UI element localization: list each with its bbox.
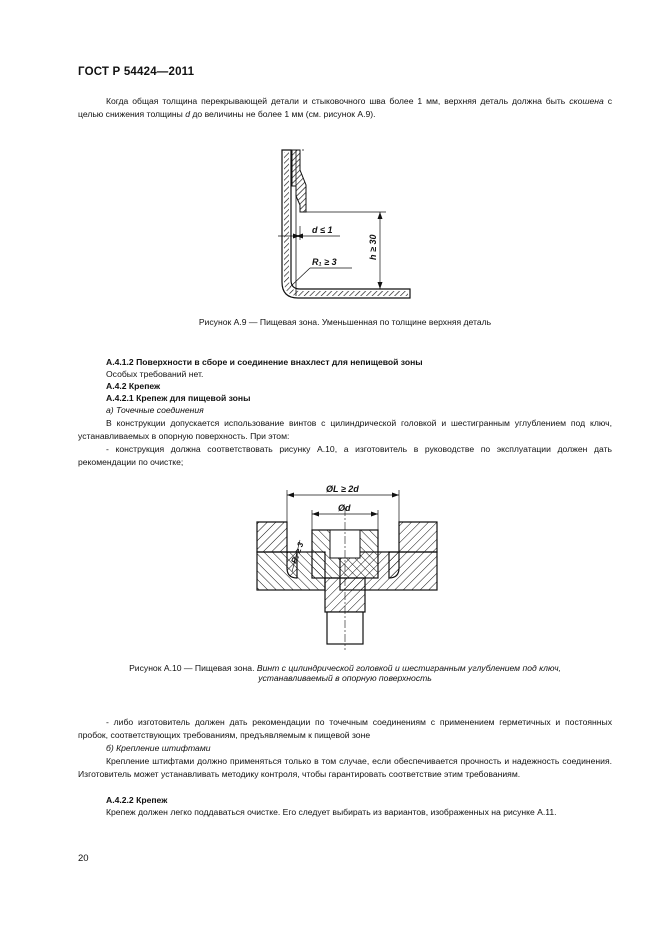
page-number: 20 (78, 853, 89, 864)
no-requirements-text: Особых требований нет. (106, 369, 204, 379)
bullet-one: - конструкция должна соответствовать рисунку А.10, а изготовитель в руководстве по эксплуатации должен дать рекомендации по очистке; (78, 444, 612, 467)
item-b-heading: б) Крепление штифтами (106, 743, 211, 753)
figure-a10-caption: Рисунок А.10 — Пищевая зона. Винт с цилиндрической головкой и шестигранным углублением под ключ, устанавливаемый в опорную поверхность (129, 663, 561, 683)
a9-d-label: d ≤ 1 (312, 225, 333, 235)
a9-h-label: h ≥ 30 (368, 234, 378, 260)
section-a412-title: А.4.1.2 Поверхности в сборе и соединение внахлест для непищевой зоны (106, 357, 423, 367)
section-a42-title: А.4.2 Крепеж (106, 381, 161, 391)
bullet-two: - либо изготовитель должен дать рекомендации по точечным соединениям с применением герметичных и постоянных пробок, соответствующих требованиям, предъявляемым к пищевой зоне (78, 717, 612, 740)
intro-emphasis: скошена (569, 96, 604, 106)
a10-d-label: Ød (338, 503, 351, 513)
document-header: ГОСТ Р 54424—2011 (78, 66, 195, 78)
a9-r-label: R₁ ≥ 3 (312, 257, 337, 267)
screws-paragraph: В конструкции допускается использование винтов с цилиндрической головкой и шестигранным углублением под ключ, устанавливаемых в опорную поверхность. При этом: (78, 418, 612, 441)
pins-paragraph: Крепление штифтами должно применяться только в том случае, если обеспечивается прочность и надежность соединения. Изготовитель может устанавливать методику контроля, чтобы гарантировать соответствие этим требованиям. (78, 756, 612, 779)
section-a421-title: А.4.2.1 Крепеж для пищевой зоны (106, 393, 251, 403)
section-a422-title: А.4.2.2 Крепеж (106, 795, 168, 805)
figure-a9-caption: Рисунок А.9 — Пищевая зона. Уменьшенная по толщине верхняя деталь (198, 317, 492, 327)
a10-L-label: ØL ≥ 2d (326, 484, 359, 494)
fasteners-paragraph: Крепеж должен легко поддаваться очистке. Его следует выбирать из вариантов, изображенных на рисунке А.11. (106, 807, 557, 817)
a10-r-label: R₁ ≥ 3 (289, 541, 306, 565)
item-a-heading: а) Точечные соединения (106, 405, 204, 415)
intro-paragraph: Когда общая толщина перекрывающей детали и стыковочного шва более 1 мм, верхняя деталь должна быть скошена с целью снижения толщины d до величины не более 1 мм (см. рисунок А.9). (78, 96, 612, 119)
